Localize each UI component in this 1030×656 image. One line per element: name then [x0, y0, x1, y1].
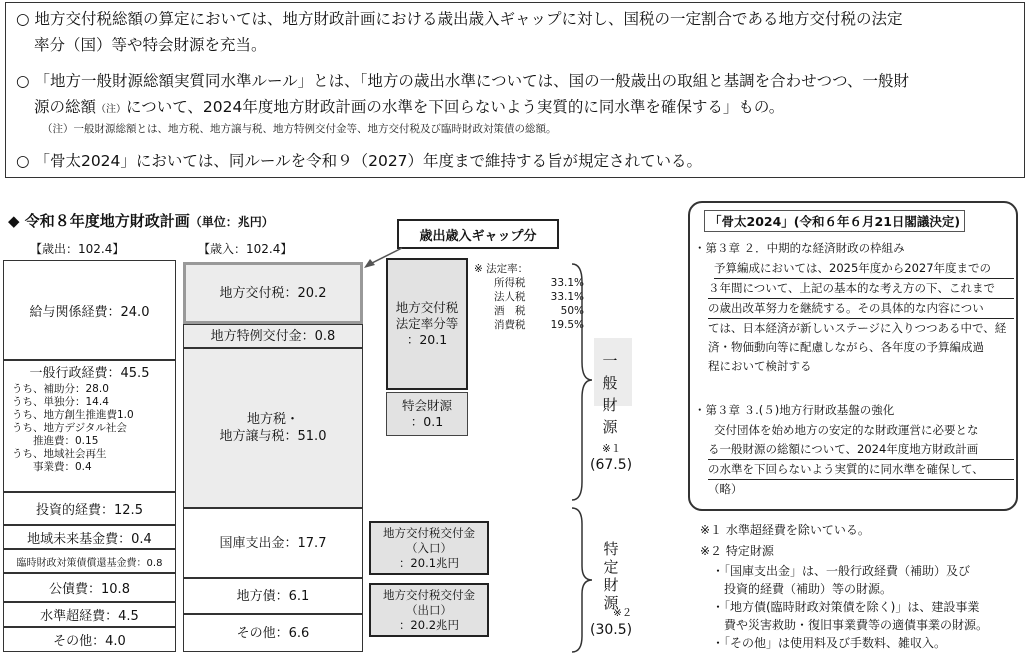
expenditure-temp-fund-label: 臨時財政対策債償還基金費：0.8 [16, 557, 163, 569]
honebuto-ch2-line-1: 予算編成においては、2025年度から2027年度までの [714, 259, 1014, 279]
legal-rate-tax: 法人税 [494, 291, 526, 303]
expenditure-general [3, 360, 176, 492]
summary-box [5, 2, 1025, 178]
general-fund-label [598, 350, 622, 438]
section-title-text: ◆ 令和８年度地方財政計画 [8, 212, 190, 230]
section-unit: （単位：兆円） [189, 215, 274, 229]
legal-rate-title: ※ 法定率： [474, 263, 529, 275]
summary-bullet-2-part-a: 源の総額 [34, 98, 97, 116]
expenditure-public-debt [3, 573, 176, 602]
specific-fund-note: ※２ [613, 607, 633, 619]
expenditure-other-label: その他：4.0 [53, 634, 126, 649]
legal-rate-value: 33.1% [550, 291, 584, 303]
expenditure-public-debt-label: 公債費：10.8 [49, 582, 130, 597]
summary-bullet-1-line-1: ○ 地方交付税総額の算定においては、地方財政計画における歳出歳入ギャップに対し、国税の一定割合である地方交付税の法定 [16, 10, 903, 28]
legal-rate-value: 19.5% [550, 319, 584, 331]
expenditure-future-fund-label: 地域未来基金費：0.4 [27, 531, 152, 547]
specific-fund-char-4: 源 [603, 594, 619, 612]
honebuto-ch3-line-4: （略） [708, 482, 743, 496]
general-breakdown-line-7: 事業費：0.4 [12, 461, 92, 473]
legal-rate-value: 33.1% [550, 277, 584, 289]
tokkai-box [386, 392, 468, 436]
legal-rate-tax: 消費税 [494, 319, 526, 331]
summary-bullet-2-part-b: について、2024年度地方財政計画の水準を下回らないよう実質的に同水準を確保する」もの。 [126, 98, 785, 116]
expenditure-future-fund [3, 525, 176, 549]
footnote-item-5: ・「その他」は使用料及び手数料、雑収入。 [712, 636, 947, 650]
specific-fund-value: (30.5) [590, 622, 633, 638]
honebuto-title: 「骨太2024」(令和６年６月21日閣議決定) [704, 210, 965, 232]
summary-note: （注）一般財源総額とは、地方税、地方譲与税、地方特例交付金等、地方交付税及び臨時財政対策債の総額。 [42, 123, 557, 135]
revenue-kofu [183, 262, 363, 324]
expenditure-general-label: 一般行政経費：45.5 [29, 366, 150, 381]
specific-fund-label [599, 540, 623, 612]
houtei-label-2: 法定率分等 [395, 316, 459, 331]
general-breakdown-line-2: うち、単独分：14.4 [12, 396, 109, 408]
legal-rate-tax: 所得税 [494, 277, 526, 289]
tokkai-label-1: 特会財源 [401, 398, 452, 413]
honebuto-ch2-body [708, 259, 1014, 376]
footnote-item-2: 投資的経費（補助）等の財源。 [712, 582, 893, 596]
expenditure-investment-label: 投資的経費：12.5 [36, 503, 143, 518]
honebuto-ch2-head: ・第３章 ２．中期的な経済財政の枠組み [694, 241, 905, 255]
houtei-label-3: ：20.1 [406, 332, 448, 347]
summary-bullet-2-line-1: ○ 「地方一般財源総額実質同水準ルール」とは、「地方の歳出水準については、国の一般歳出の取組と基調を合わせつつ、一般財 [16, 72, 909, 90]
revenue-other-label: その他：6.6 [236, 625, 310, 641]
revenue-national-label: 国庫支出金：17.7 [219, 535, 327, 551]
revenue-local-tax-label-2: 地方譲与税：51.0 [219, 429, 327, 444]
revenue-national [183, 508, 363, 578]
honebuto-ch3-body [708, 421, 1014, 499]
kofu-out-label-1: 地方交付税交付金 [383, 587, 475, 602]
general-fund-value: (67.5) [590, 457, 633, 473]
summary-bullet-2-note-mark: （注） [96, 104, 127, 115]
general-fund-char-3: 財 [602, 396, 618, 414]
expenditure-other [3, 627, 176, 652]
summary-bullet-1-line-2: 率分（国）等や特会財源を充当。 [34, 36, 267, 54]
general-breakdown-line-3: うち、地方創生推進費1.0 [12, 409, 134, 421]
kofu-in-label-1: 地方交付税交付金 [383, 525, 475, 540]
expenditure-header: 【歳出：102.4】 [30, 242, 125, 256]
honebuto-ch3-head: ・第３章 ３.(５)地方行財政基盤の強化 [694, 403, 895, 417]
general-breakdown-line-4: うち、地方デジタル社会 [12, 422, 127, 434]
expenditure-investment [3, 492, 176, 525]
legal-rate-tax: 酒 税 [494, 305, 526, 317]
revenue-kofu-label: 地方交付税：20.2 [219, 285, 327, 301]
revenue-bond [183, 578, 363, 614]
gap-label: 歳出歳入ギャップ分 [419, 228, 537, 244]
general-breakdown-line-1: うち、補助分：28.0 [12, 383, 109, 395]
revenue-header: 【歳入：102.4】 [198, 242, 293, 256]
footnote-item-3: ・「地方債(臨時財政対策債を除く)」は、建設事業 [712, 600, 980, 614]
general-fund-char-2: 般 [602, 374, 618, 392]
footnote-2: ※２ 特定財源 [700, 544, 774, 558]
gap-label-box [397, 219, 559, 249]
specific-fund-char-1: 特 [603, 540, 619, 558]
kofu-in-label-3: ：20.1兆円 [398, 555, 460, 570]
honebuto-ch2-line-3: の歳出改革努力を継続する。その具体的な内容につい [708, 299, 1014, 319]
footnote-1: ※１ 水準超経費を除いている。 [700, 523, 870, 537]
section-title [8, 210, 274, 231]
footnote-items [712, 562, 988, 652]
specific-fund-char-2: 定 [603, 558, 619, 576]
expenditure-salary-label: 給与関係経費：24.0 [29, 304, 150, 320]
expenditure-excess-label: 水準超経費：4.5 [40, 609, 139, 624]
footnote-item-1: ・「国庫支出金」は、一般行政経費（補助）及び [712, 564, 971, 578]
revenue-tokurei [183, 324, 363, 348]
revenue-tokurei-label: 地方特例交付金：0.8 [210, 328, 336, 344]
honebuto-ch2-line-2: ３年間について、上記の基本的な考え方の下、これまで [708, 279, 1014, 299]
honebuto-box [688, 201, 1018, 511]
revenue-bond-label: 地方債：6.1 [236, 588, 310, 604]
summary-bullet-2-line-2 [34, 95, 784, 122]
honebuto-ch2-line-5: 済・物価動向等に配慮しながら、各年度の予算編成過 [708, 340, 984, 354]
footnote-item-4: 費や災害救助・復旧事業費等の適債事業の財源。 [712, 618, 989, 632]
legal-rate-value: 50% [560, 305, 584, 317]
general-fund-char-4: 源 [602, 418, 618, 436]
general-fund-char-1: 一 [602, 352, 618, 370]
expenditure-salary [3, 260, 176, 360]
revenue-other [183, 614, 363, 652]
tokkai-label-2: ：0.1 [410, 414, 444, 429]
expenditure-excess [3, 602, 176, 627]
specific-fund-char-3: 財 [603, 576, 619, 594]
revenue-local-tax-label-1: 地方税・ [246, 412, 299, 427]
general-fund-note: ※１ [602, 443, 622, 455]
houtei-label-1: 地方交付税 [395, 300, 459, 315]
houtei-box [386, 258, 468, 390]
revenue-local-tax [183, 348, 363, 508]
honebuto-ch3-line-3: の水準を下回らないよう実質的に同水準を確保して、 [708, 460, 1014, 480]
honebuto-ch2-line-6: 程において検討する [708, 359, 812, 373]
summary-bullet-3: ○ 「骨太2024」においては、同ルールを令和９（2027）年度まで維持する旨が規定されている。 [16, 152, 703, 170]
kofu-out-label-3: ：20.2兆円 [398, 617, 460, 632]
general-breakdown-line-5: 推進費：0.15 [12, 435, 99, 447]
general-breakdown-line-6: うち、地域社会再生 [12, 448, 107, 460]
expenditure-general-breakdown [12, 383, 175, 474]
honebuto-ch3-line-1: 交付団体を始め地方の安定的な財政運営に必要とな [714, 423, 979, 437]
kofu-out-label-2: （出口） [406, 602, 452, 617]
honebuto-ch2-line-4: ては、日本経済が新しいステージに入りつつある中で、経 [708, 321, 1007, 335]
kofu-in-box [369, 521, 489, 575]
kofu-out-box [369, 583, 489, 637]
expenditure-temp-fund [3, 549, 176, 573]
kofu-in-label-2: （入口） [406, 540, 452, 555]
honebuto-ch3-line-2: る一般財源の総額について、2024年度地方財政計画 [708, 440, 1014, 460]
